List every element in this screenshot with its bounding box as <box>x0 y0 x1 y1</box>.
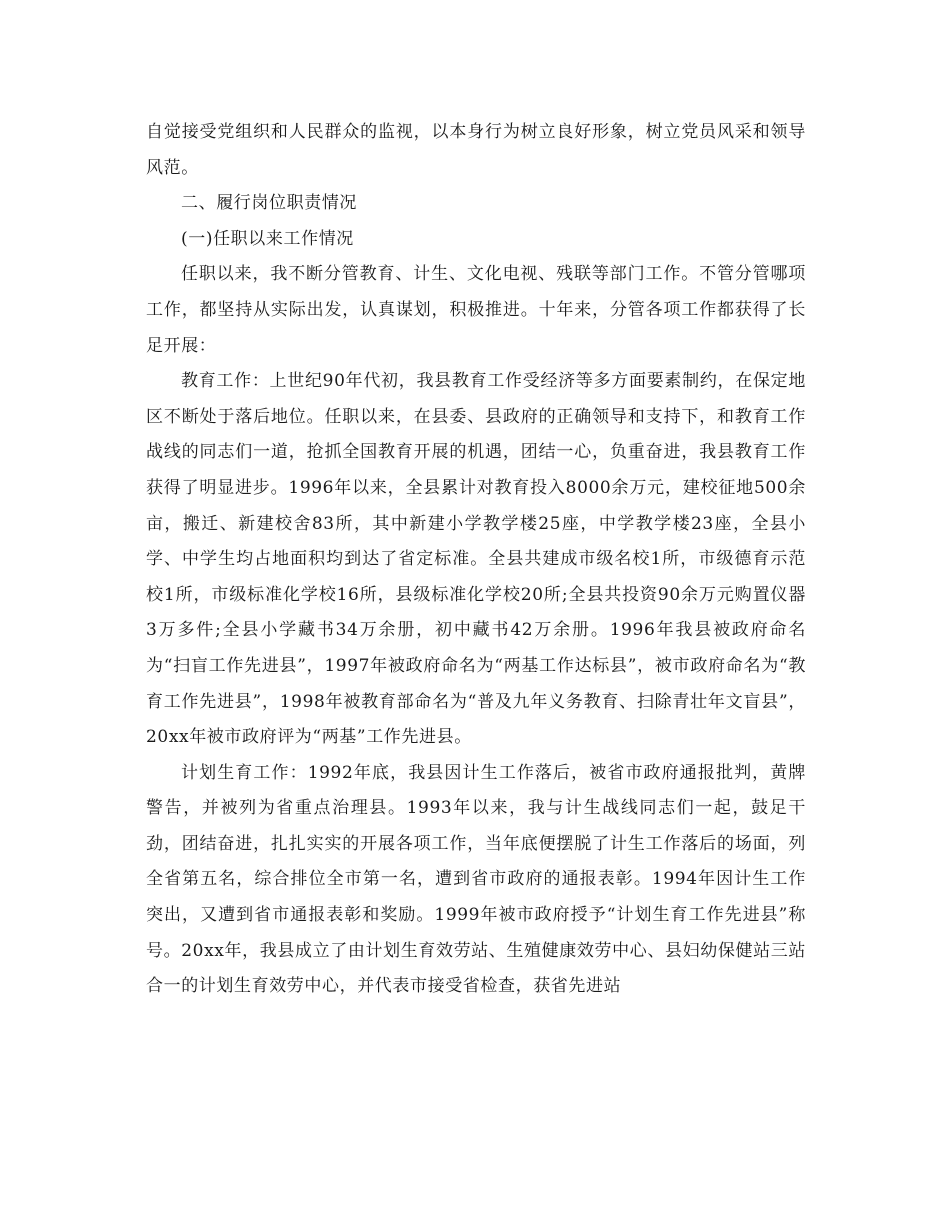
paragraph-family-planning-work: 计划生育工作：1992年底，我县因计生工作落后，被省市政府通报批判，黄牌警告，并被列为省重点治理县。1993年以来，我与计生战线同志们一起，鼓足干劲，团结奋进，扎扎实实的开展各项工作，当年底便摆脱了计生工作落后的场面，列全省第五名，综合排位全市第一名，遭到省市政府的通报表彰。1994年因计生工作突出，又遭到省市通报表彰和奖励。1999年被市政府授予“计划生育工作先进县”称号。20xx年，我县成立了由计划生育效劳站、生殖健康效劳中心、县妇幼保健站三站合一的计划生育效劳中心，并代表市接受省检查，获省先进站 <box>146 762 806 997</box>
paragraph-intro: 任职以来，我不断分管教育、计生、文化电视、残联等部门工作。不管分管哪项工作，都坚持从实际出发，认真谋划，积极推进。十年来，分管各项工作都获得了长足开展： <box>146 264 806 356</box>
document-body <box>146 115 806 1005</box>
subsection-heading: (一)任职以来工作情况 <box>181 228 354 249</box>
paragraph-education-work: 教育工作：上世纪90年代初，我县教育工作受经济等多方面要素制约，在保定地区不断处于落后地位。任职以来，在县委、县政府的正确领导和支持下，和教育工作战线的同志们一道，抢抓全国教育开展的机遇，团结一心，负重奋进，我县教育工作获得了明显进步。1996年以来，全县累计对教育投入8000余万元，建校征地500余亩，搬迁、新建校舍83所，其中新建小学教学楼25座，中学教学楼23座，全县小学、中学生均占地面积均到达了省定标准。全县共建成市级名校1所，市级德育示范校1所，市级标准化学校16所，县级标准化学校20所;全县共投资90余万元购置仪器3万多件;全县小学藏书34万余册，初中藏书42万余册。1996年我县被政府命名为“扫盲工作先进县”，1997年被政府命名为“两基工作达标县”，被市政府命名为“教育工作先进县”，1998年被教育部命名为“普及九年义务教育、扫除青壮年文盲县”，20xx年被市政府评为“两基”工作先进县。 <box>146 371 806 748</box>
section-heading: 二、履行岗位职责情况 <box>181 193 357 214</box>
paragraph-continuation: 自觉接受党组织和人民群众的监视，以本身行为树立良好形象，树立党员风采和领导风范。 <box>146 122 806 178</box>
